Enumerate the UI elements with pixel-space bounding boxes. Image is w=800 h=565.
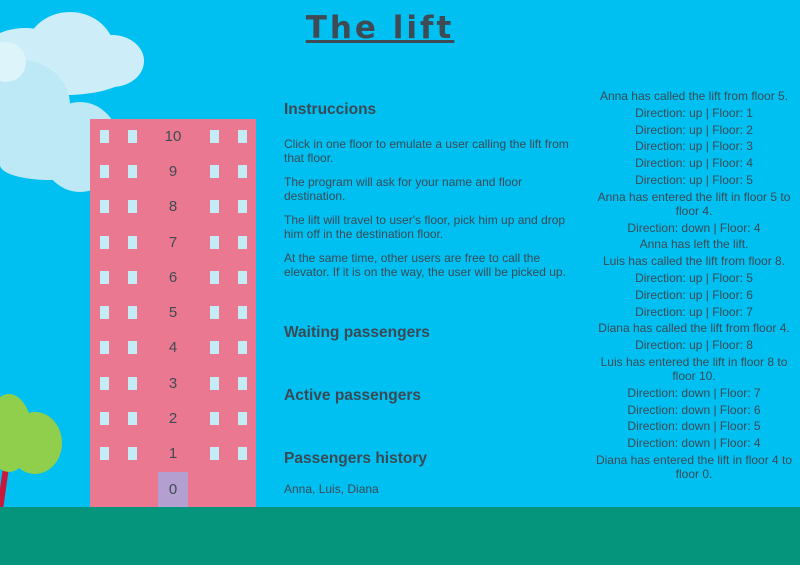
instruction-text: Click in one floor to emulate a user calling the lift from that floor. <box>284 137 569 165</box>
floor-row <box>90 401 256 436</box>
log-entry: Anna has entered the lift in floor 5 to floor 4. <box>597 189 791 218</box>
floor-0-button[interactable]: 0 <box>158 472 188 507</box>
instruction-text: The lift will travel to user's floor, pick him up and drop him off in the destination floor. <box>284 213 566 241</box>
log-entry: Direction: up | Floor: 5 <box>635 172 753 187</box>
floor-row <box>90 154 256 189</box>
log-entry: Direction: up | Floor: 5 <box>635 270 753 285</box>
log-entry: Direction: up | Floor: 1 <box>635 105 753 120</box>
floor-row <box>90 472 256 507</box>
floor-row <box>90 119 256 154</box>
log-entry: Direction: up | Floor: 7 <box>635 304 753 319</box>
floor-row <box>90 330 256 365</box>
floor-10-button[interactable]: 10 <box>164 128 182 145</box>
log-entry: Luis has entered the lift in floor 8 to floor 10. <box>600 354 788 383</box>
floor-row <box>90 189 256 224</box>
log-entry: Direction: up | Floor: 4 <box>635 156 753 171</box>
log-entry: Direction: down | Floor: 4 <box>627 436 761 451</box>
log-entry: Anna has left the lift. <box>639 237 749 252</box>
floor-9-button[interactable]: 9 <box>168 163 178 180</box>
floor-3-button[interactable]: 3 <box>168 375 178 392</box>
building <box>90 119 256 507</box>
floor-row <box>90 295 256 330</box>
floor-row <box>90 260 256 295</box>
floor-1-button[interactable]: 1 <box>168 445 178 462</box>
log-entry: Diana has entered the lift in floor 4 to floor 0. <box>595 452 793 481</box>
log-entry: Diana has called the lift from floor 4. <box>598 321 790 336</box>
floor-row <box>90 366 256 401</box>
active-passengers-heading: Active passengers <box>284 387 421 404</box>
ground <box>0 507 800 565</box>
instruction-text: At the same time, other users are free to call the elevator. If it is on the way, the user will be picked up. <box>284 251 566 279</box>
floor-8-button[interactable]: 8 <box>168 198 178 215</box>
event-log <box>592 89 796 484</box>
passengers-history-list: Anna, Luis, Diana <box>284 482 379 496</box>
log-entry: Direction: down | Floor: 6 <box>627 402 761 417</box>
instruction-text: The program will ask for your name and floor destination. <box>284 175 523 203</box>
page-title: The lift <box>305 10 455 46</box>
log-entry: Direction: down | Floor: 7 <box>627 385 761 400</box>
log-entry: Direction: up | Floor: 3 <box>635 139 753 154</box>
passengers-history-heading: Passengers history <box>284 450 428 467</box>
floor-6-button[interactable]: 6 <box>168 269 178 286</box>
floor-row <box>90 225 256 260</box>
floor-4-button[interactable]: 4 <box>168 339 178 356</box>
waiting-passengers-heading: Waiting passengers <box>284 324 430 341</box>
instructions-heading: Instruccions <box>284 101 377 118</box>
log-entry: Direction: up | Floor: 8 <box>635 338 753 353</box>
log-entry: Direction: down | Floor: 4 <box>627 220 761 235</box>
floor-5-button[interactable]: 5 <box>168 304 178 321</box>
floor-7-button[interactable]: 7 <box>168 234 178 251</box>
log-entry: Direction: up | Floor: 2 <box>635 122 753 137</box>
log-entry: Anna has called the lift from floor 5. <box>599 89 789 103</box>
log-entry: Direction: down | Floor: 5 <box>627 419 761 434</box>
log-entry: Direction: up | Floor: 6 <box>635 287 753 302</box>
floor-row <box>90 436 256 471</box>
floor-2-button[interactable]: 2 <box>168 410 178 427</box>
log-entry: Luis has called the lift from floor 8. <box>602 254 786 269</box>
